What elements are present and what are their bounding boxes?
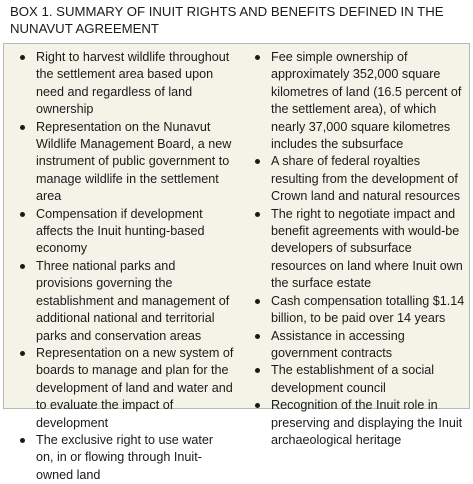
list-item-text: Recognition of the Inuit role in preserving and displaying the Inuit archaeological heritage [271,398,463,447]
bullet-icon [255,299,260,304]
right-column-list [253,49,465,449]
bullet-icon [20,264,25,269]
list-item-text: Fee simple ownership of approximately 352,000 square kilometres of land (16.5 percent of the settlement area), of which nearly 37,000 square kilometres includes the subsurface [271,50,462,152]
list-item [253,397,465,449]
bullet-icon [20,55,25,60]
list-item-text: Representation on the Nunavut Wildlife Management Board, a new instrument of public government to manage wildlife in the settlement area [36,119,232,204]
list-item [18,119,234,206]
bullet-icon [20,125,25,130]
list-item [253,206,465,293]
list-item [18,432,234,484]
list-item-text: Compensation if development affects the Inuit hunting-based economy [36,206,205,256]
list-item-text: Assistance in accessing government contracts [271,328,405,360]
list-item [253,328,465,363]
list-item-text: A share of federal royalties resulting from the development of Crown land and natural resources [271,154,461,204]
bullet-icon [255,368,260,373]
list-item-text: Right to harvest wildlife throughout the settlement area based upon need and regardless of land ownership [36,50,230,117]
bullet-icon [20,438,25,443]
list-item [18,206,234,258]
list-item-text: Three national parks and provisions governing the establishment and management of additional national and territorial parks and conservation areas [36,258,230,343]
list-item-text: Cash compensation totalling $1.14 billion, to be paid over 14 years [271,293,465,326]
list-item-text: The establishment of a social development council [271,363,435,395]
list-item [18,345,234,432]
bullet-icon [255,55,260,60]
list-item-text: Representation on a new system of boards to manage and plan for the development of land and water and to evaluate the impact of development [36,345,234,430]
bullet-icon [20,212,25,217]
bullet-icon [255,212,260,217]
list-item-text: The right to negotiate impact and benefit agreements with would-be developers of subsurface resources on land where Inuit own the surface estate [271,206,463,291]
list-item [18,49,234,119]
left-column-list [18,49,234,484]
list-item [18,258,234,345]
box-panel [3,43,470,482]
bullet-icon [255,334,260,339]
list-item [253,153,465,205]
list-item [253,49,465,153]
bullet-icon [20,351,25,356]
bullet-icon [255,403,260,408]
list-item [253,362,465,397]
list-item [253,293,465,328]
list-item-text: The exclusive right to use water on, in or flowing through Inuit-owned land [36,432,214,482]
bullet-icon [255,159,260,164]
box-title: BOX 1. SUMMARY OF INUIT RIGHTS AND BENEFITS DEFINED IN THE NUNAVUT AGREEMENT [10,4,444,36]
